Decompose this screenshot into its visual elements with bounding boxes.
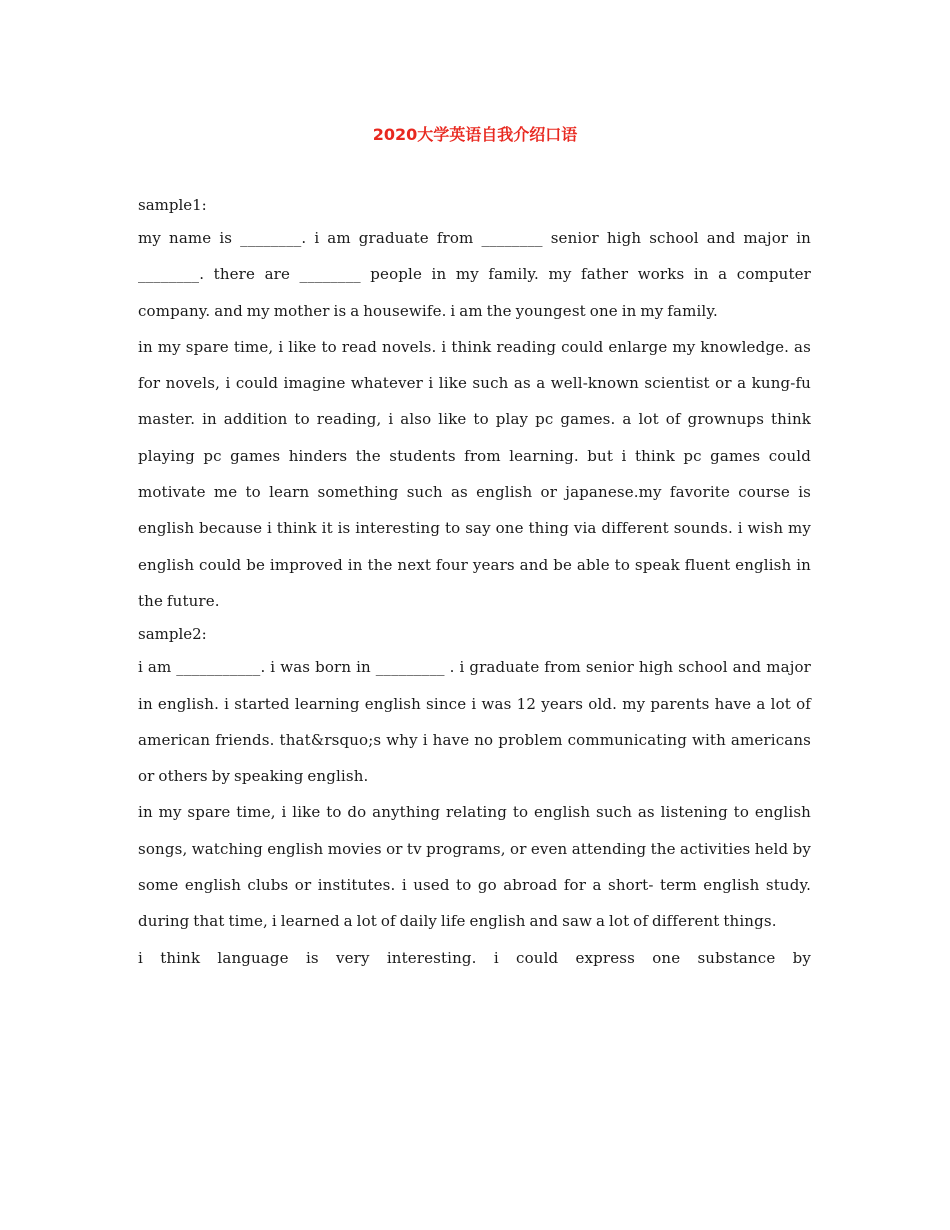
sample1-paragraph-1: my name is ________. i am graduate from ________ senior high school and major in ________. there are ________ people in my family. my father works in a computer company. and my mother is a housewife. i am the youngest one in my family. bbox=[138, 229, 811, 320]
document-body bbox=[138, 190, 811, 976]
sample2-paragraph-3: i think language is very interesting. i could express one substance by bbox=[138, 948, 811, 967]
sample1-paragraph-2: in my spare time, i like to read novels. i think reading could enlarge my knowledge. as for novels, i could imagine whatever i like such as a well-known scientist or a kung-fu master. in addition to reading, i also like to play pc games. a lot of grownups think playing pc games hinders the students from learning. but i think pc games could motivate me to learn something such as english or japanese.my favorite course is english because i think it is interesting to say one thing via different sounds. i wish my english could be improved in the next four years and be able to speak fluent english in the future. bbox=[138, 337, 811, 610]
sample2-paragraph-1: i am ___________. i was born in _________ . i graduate from senior high school and major in english. i started learning english since i was 12 years old. my parents have a lot of american friends. that&rsquo;s why i have no problem communicating with americans or others by speaking english. bbox=[138, 658, 811, 786]
sample2-label: sample2: bbox=[138, 625, 207, 644]
document-title: 2020大学英语自我介绍口语 bbox=[372, 125, 578, 144]
sample2-paragraph-2: in my spare time, i like to do anything relating to english such as listening to english songs, watching english movies or tv programs, or even attending the activities held by some english clubs or institutes. i used to go abroad for a short- term english study. during that time, i learned a lot of daily life english and saw a lot of different things. bbox=[138, 803, 811, 931]
sample1-label: sample1: bbox=[138, 196, 207, 214]
